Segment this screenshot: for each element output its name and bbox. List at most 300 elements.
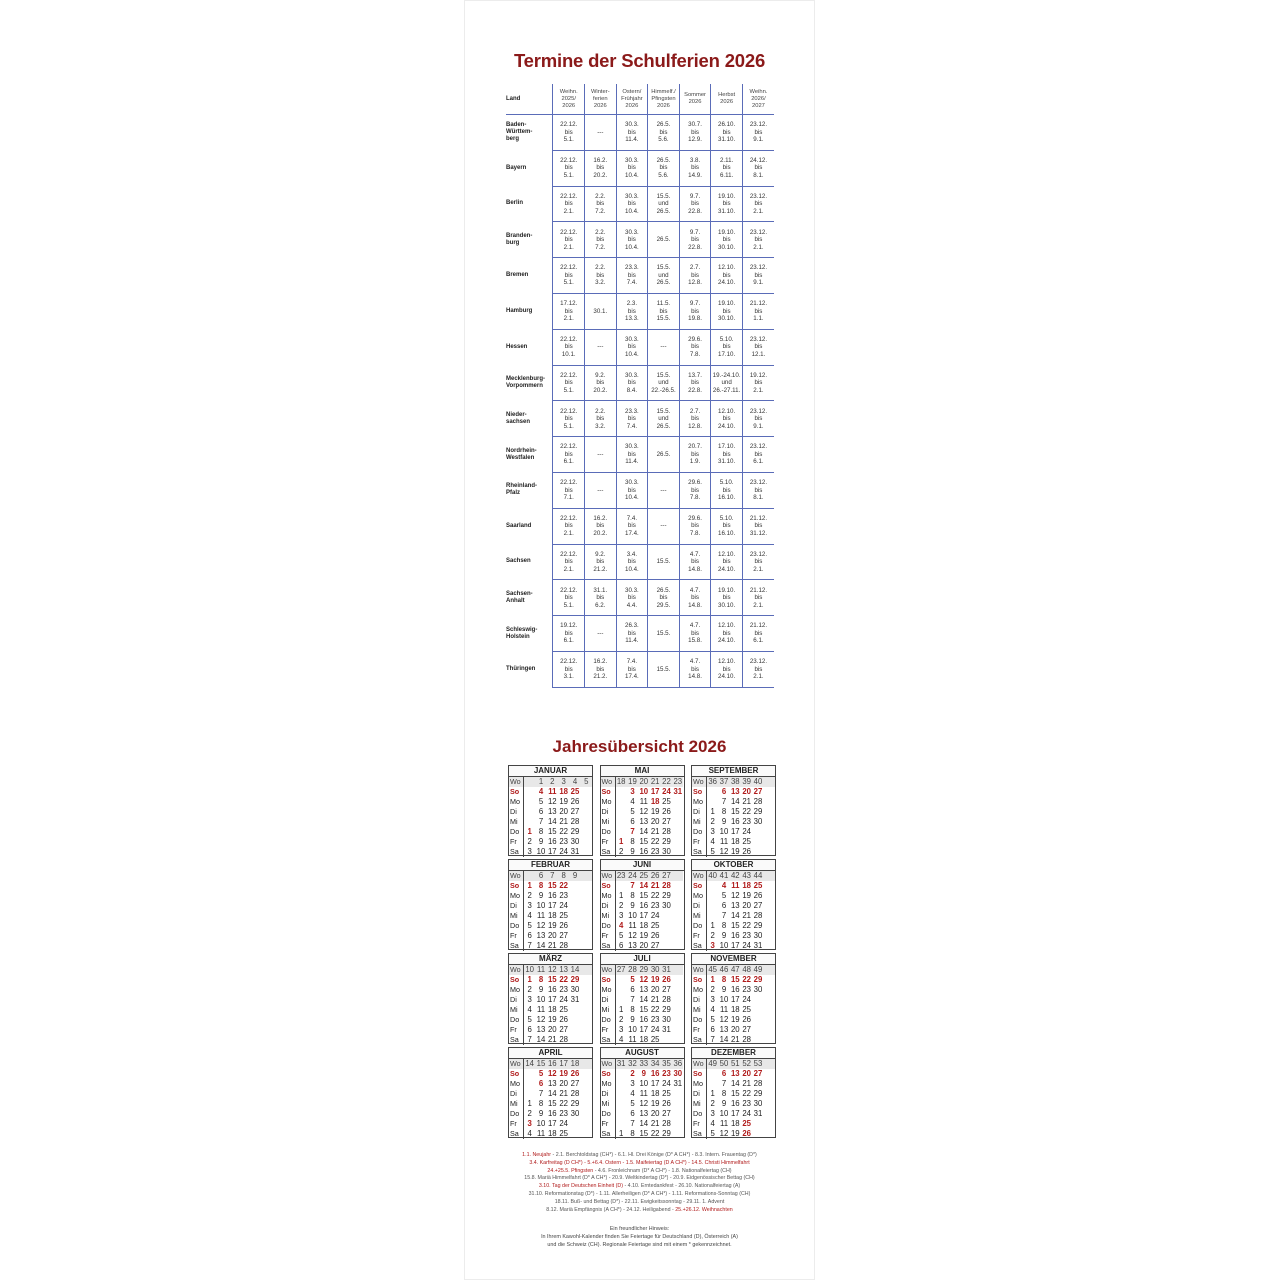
day-label: Di: [509, 901, 524, 911]
day-number: [616, 1079, 627, 1089]
day-label: Sa: [601, 847, 616, 857]
week-number: 36: [708, 777, 717, 786]
day-number: 19: [547, 1015, 557, 1024]
day-number: 22: [650, 1129, 660, 1138]
day-number: [764, 901, 775, 911]
footnote-segment: - 4.10. Erntedankfest - 26.10. Nationalfeiertag (A): [622, 1183, 741, 1190]
month-januar: [508, 765, 593, 856]
day-number: 26: [650, 931, 660, 940]
day-number: 25: [662, 797, 671, 806]
day-number: 8: [630, 1005, 635, 1014]
day-number: [672, 1119, 683, 1129]
day-number: 17: [547, 901, 557, 910]
month-name: JULI: [601, 954, 684, 965]
day-number: 27: [662, 817, 671, 826]
week-number: 42: [730, 871, 740, 880]
holiday-cell: 9.7. bis 19.8.: [679, 293, 711, 329]
day-number: 11: [639, 1089, 648, 1098]
day-number: 1: [527, 881, 532, 890]
day-number: 11: [639, 797, 648, 806]
holiday-cell: 31.1. bis 6.2.: [585, 580, 617, 616]
day-number: 11: [628, 921, 637, 930]
day-number: [581, 1099, 592, 1109]
day-number: 28: [753, 1079, 763, 1088]
day-number: 25: [559, 1129, 568, 1138]
week-number: [764, 871, 775, 881]
day-label: Wo: [601, 871, 616, 881]
day-number: 20: [639, 941, 649, 950]
holiday-cell: 15.5.: [648, 651, 680, 687]
holiday-cell: 9.2. bis 20.2.: [585, 365, 617, 401]
holiday-cell: 21.12. bis 6.1.: [742, 616, 774, 652]
day-number: 1: [710, 1089, 715, 1098]
week-number: 33: [639, 1059, 649, 1068]
holiday-cell: 22.12. bis 5.1.: [553, 150, 585, 186]
day-number: 26: [570, 797, 580, 806]
day-number: 27: [662, 985, 671, 994]
week-number: 1: [535, 777, 546, 787]
day-label: Di: [692, 807, 707, 817]
week-number: [524, 777, 535, 787]
holiday-cell: 5.10. bis 16.10.: [711, 508, 743, 544]
day-number: 23: [742, 985, 751, 994]
day-number: 31: [673, 787, 683, 796]
day-number: [581, 1109, 592, 1119]
day-number: 12: [547, 797, 557, 806]
day-number: 31: [753, 1109, 763, 1118]
day-label: Mi: [509, 1099, 524, 1109]
day-number: 26: [662, 807, 671, 816]
footnote-line: [484, 1191, 795, 1199]
footnote-segment: - 2.1. Berchtoldstag (CH*) - 6.1. Hl. Drei Könige (D* A CH*) - 8.3. Intern. Frauentag (D*): [551, 1152, 757, 1158]
day-number: 28: [662, 995, 671, 1004]
day-number: 26: [662, 975, 671, 984]
day-label: Wo: [509, 965, 524, 975]
month-oktober: [691, 859, 776, 950]
day-number: [581, 995, 592, 1005]
holiday-cell: 4.7. bis 14.8.: [679, 580, 711, 616]
day-number: [764, 847, 775, 857]
table-row: [506, 472, 774, 508]
day-number: 12: [628, 931, 637, 940]
week-number: 40: [753, 777, 763, 786]
holiday-cell: 15.5.: [648, 616, 680, 652]
day-number: 13: [730, 787, 740, 796]
holiday-cell: 30.3. bis 10.4.: [616, 472, 648, 508]
day-number: 12: [536, 1015, 546, 1024]
day-number: 20: [742, 901, 751, 910]
week-number: 18: [570, 1059, 580, 1068]
day-number: 7: [527, 1035, 532, 1044]
day-label: Wo: [692, 965, 707, 975]
holiday-cell: 22.12. bis 6.1.: [553, 437, 585, 473]
month-name: DEZEMBER: [692, 1048, 775, 1059]
day-number: [661, 941, 672, 951]
table-row: [506, 437, 774, 473]
day-number: [581, 1069, 592, 1079]
day-label: Wo: [601, 1059, 616, 1069]
hint-line: und die Schweiz (CH). Regionale Feiertage sind mit einem * gekennzeichnet.: [547, 1242, 732, 1248]
week-number: 14: [570, 965, 580, 974]
day-number: 27: [753, 901, 763, 910]
day-number: 20: [742, 1069, 751, 1078]
day-number: 25: [650, 1035, 660, 1044]
day-label: Di: [601, 901, 616, 911]
day-number: 13: [639, 1109, 649, 1118]
day-label: Mo: [692, 1079, 707, 1089]
holiday-cell: 26.10. bis 31.10.: [711, 115, 743, 151]
holiday-cell: 30.3. bis 10.4.: [616, 222, 648, 258]
week-number: 27: [662, 871, 671, 880]
day-number: 1: [618, 837, 624, 846]
day-number: [764, 1025, 775, 1035]
day-number: 31: [753, 941, 763, 950]
holiday-cell: 22.12. bis 5.1.: [553, 401, 585, 437]
day-number: 27: [570, 1079, 580, 1088]
day-label: Sa: [692, 1035, 707, 1045]
day-number: 18: [547, 911, 557, 920]
holiday-cell: 15.5. und 26.5.: [648, 258, 680, 294]
day-label: Fr: [509, 931, 524, 941]
week-number: [672, 965, 683, 975]
footnote-segment: - 4.6. Fronleichnam (D* A CH*) - 1.8. Nationalfeiertag (CH): [593, 1167, 732, 1174]
holiday-cell: 22.12. bis 10.1.: [553, 329, 585, 365]
state-name: Berlin: [506, 200, 524, 207]
day-number: 4: [710, 1005, 715, 1014]
day-label: Fr: [692, 837, 707, 847]
day-number: [581, 1005, 592, 1015]
day-number: 19: [730, 847, 740, 856]
day-number: 6: [527, 1025, 532, 1034]
week-number: 4: [569, 777, 580, 787]
day-number: 3: [618, 911, 624, 920]
day-number: 25: [570, 787, 580, 796]
month-row: [508, 1047, 776, 1141]
day-number: 16: [639, 901, 649, 910]
week-number: 24: [628, 871, 637, 880]
day-number: 22: [650, 891, 660, 900]
day-number: [764, 1079, 775, 1089]
day-number: [581, 787, 592, 797]
day-number: 19: [730, 1015, 740, 1024]
day-number: 30: [570, 985, 580, 994]
day-number: 21: [650, 881, 660, 890]
day-number: [581, 1079, 592, 1089]
day-number: 11: [719, 1005, 729, 1014]
column-header: Himmelf./ Pfingsten 2026: [648, 84, 680, 115]
day-number: 16: [730, 931, 740, 940]
holiday-cell: 23.12. bis 9.1.: [742, 115, 774, 151]
day-number: 10: [628, 1025, 637, 1034]
holiday-cell: 2.2. bis 3.2.: [585, 258, 617, 294]
day-number: 4: [630, 1089, 635, 1098]
day-number: 14: [730, 797, 740, 806]
day-number: 20: [742, 787, 751, 796]
day-number: 9: [630, 847, 635, 856]
holiday-cell: 23.12. bis 9.1.: [742, 258, 774, 294]
holiday-cell: 21.12. bis 2.1.: [742, 580, 774, 616]
day-number: 20: [650, 1109, 660, 1118]
week-number: 48: [742, 965, 751, 974]
day-number: 29: [753, 921, 763, 930]
day-number: [569, 1129, 580, 1139]
day-number: [569, 1035, 580, 1045]
footnote-segment: 1.1. Neujahr: [522, 1152, 552, 1158]
holiday-cell: ---: [585, 329, 617, 365]
day-number: 11: [731, 881, 740, 890]
week-number: 20: [639, 777, 649, 786]
month-name: OKTOBER: [692, 860, 775, 871]
week-number: [581, 1059, 592, 1069]
week-number: 10: [525, 965, 534, 974]
holiday-cell: 30.3. bis 11.4.: [616, 437, 648, 473]
day-number: [616, 881, 627, 891]
day-number: [707, 797, 718, 807]
day-number: 22: [559, 975, 568, 984]
day-number: 6: [538, 1079, 544, 1088]
table-row: [506, 258, 774, 294]
day-number: 6: [721, 787, 727, 796]
day-number: 2: [710, 931, 715, 940]
day-number: 1: [618, 891, 624, 900]
holiday-cell: 22.12. bis 2.1.: [553, 508, 585, 544]
day-number: [581, 921, 592, 931]
day-number: 21: [559, 817, 568, 826]
table-row: [506, 186, 774, 222]
footnote-line: [484, 1207, 795, 1215]
day-number: 7: [630, 881, 635, 890]
holiday-cell: 26.5. bis 5.6.: [648, 115, 680, 151]
day-number: 2: [710, 985, 715, 994]
day-number: 18: [559, 787, 568, 796]
day-number: 29: [662, 1129, 671, 1138]
day-number: [616, 1099, 627, 1109]
day-number: [764, 787, 775, 797]
day-number: 29: [570, 1099, 580, 1108]
day-number: [707, 891, 718, 901]
day-number: [672, 797, 683, 807]
holiday-cell: 30.3. bis 8.4.: [616, 365, 648, 401]
day-number: 20: [559, 1079, 568, 1088]
day-label: Mi: [692, 911, 707, 921]
day-number: 21: [742, 797, 751, 806]
day-label: So: [601, 1069, 616, 1079]
holiday-cell: 22.12. bis 5.1.: [553, 580, 585, 616]
table-row: [506, 616, 774, 652]
day-number: 9: [630, 901, 635, 910]
day-number: 9: [721, 931, 727, 940]
day-number: 31: [570, 847, 580, 856]
day-number: [672, 817, 683, 827]
holiday-cell: 4.7. bis 14.8.: [679, 544, 711, 580]
day-number: [764, 911, 775, 921]
day-number: 18: [742, 881, 751, 890]
holiday-cell: 12.10. bis 24.10.: [711, 651, 743, 687]
day-number: 6: [721, 901, 727, 910]
day-label: Mi: [692, 1005, 707, 1015]
table-row: [506, 401, 774, 437]
table-row: [506, 651, 774, 687]
day-number: 17: [650, 787, 660, 796]
day-number: 13: [628, 941, 637, 950]
day-number: 5: [710, 1129, 715, 1138]
day-number: 25: [662, 1089, 671, 1098]
month-august: [600, 1047, 685, 1138]
day-number: 4: [618, 1035, 624, 1044]
week-number: 36: [673, 1059, 683, 1068]
day-number: 4: [710, 1119, 715, 1128]
day-label: So: [692, 881, 707, 891]
day-number: [764, 837, 775, 847]
day-label: Fr: [601, 931, 616, 941]
day-number: 14: [536, 941, 546, 950]
day-number: [764, 1015, 775, 1025]
day-number: 14: [536, 1035, 546, 1044]
state-name: Nieder- sachsen: [506, 411, 531, 425]
day-number: 16: [650, 1069, 660, 1078]
day-number: 1: [527, 1099, 532, 1108]
day-number: 11: [719, 1119, 729, 1128]
state-name: Bremen: [506, 272, 529, 279]
table-row: [506, 115, 774, 151]
day-number: 30: [662, 847, 671, 856]
month-juni: [600, 859, 685, 950]
day-number: 28: [559, 941, 568, 950]
holiday-cell: 15.5. und 26.5.: [648, 186, 680, 222]
day-number: 14: [639, 881, 649, 890]
day-number: [764, 1005, 775, 1015]
day-number: 21: [547, 941, 557, 950]
day-number: [764, 1035, 775, 1045]
day-number: [616, 817, 627, 827]
day-number: 26: [742, 847, 751, 856]
day-number: 29: [753, 975, 763, 984]
day-label: So: [692, 1069, 707, 1079]
day-number: 7: [538, 817, 544, 826]
day-label: Fr: [509, 1025, 524, 1035]
month-row: [508, 765, 776, 859]
day-number: [581, 911, 592, 921]
day-label: So: [692, 787, 707, 797]
holiday-cell: 9.7. bis 22.8.: [679, 186, 711, 222]
day-label: Mo: [601, 891, 616, 901]
day-number: 13: [730, 1069, 740, 1078]
day-number: 5: [630, 1099, 635, 1108]
day-number: 2: [527, 1109, 532, 1118]
week-number: 9: [569, 871, 580, 881]
holiday-cell: 23.12. bis 2.1.: [742, 651, 774, 687]
day-number: [581, 1025, 592, 1035]
day-number: 21: [650, 995, 660, 1004]
day-number: [524, 807, 535, 817]
day-number: [581, 985, 592, 995]
day-label: Di: [601, 1089, 616, 1099]
day-number: 21: [742, 911, 751, 920]
day-number: 12: [719, 1129, 729, 1138]
footnote-segment: 24.+25.5. Pfingsten: [547, 1167, 594, 1174]
week-number: 32: [628, 1059, 637, 1068]
holiday-cell: 13.7. bis 22.8.: [679, 365, 711, 401]
month-juli: [600, 953, 685, 1044]
day-number: 10: [628, 911, 637, 920]
day-label: Mo: [692, 797, 707, 807]
holiday-cell: 12.10. bis 24.10.: [711, 544, 743, 580]
month-februar: [508, 859, 593, 950]
holiday-cell: 23.12. bis 9.1.: [742, 401, 774, 437]
state-name: Rheinland- Pfalz: [506, 483, 537, 497]
table-header-row: [506, 84, 774, 115]
state-name: Nordrhein- Westfalen: [506, 447, 537, 461]
column-header: Herbst 2026: [711, 84, 743, 115]
day-label: Wo: [692, 871, 707, 881]
week-number: 28: [628, 965, 637, 974]
holiday-cell: 19.12. bis 6.1.: [553, 616, 585, 652]
table-row: [506, 329, 774, 365]
holiday-cell: 30.3. bis 10.4.: [616, 186, 648, 222]
day-number: [661, 931, 672, 941]
day-number: 4: [527, 911, 532, 920]
day-number: 30: [662, 901, 671, 910]
holiday-cell: 2.11. bis 6.11.: [711, 150, 743, 186]
day-number: 8: [630, 837, 635, 846]
day-number: [764, 985, 775, 995]
day-number: 29: [662, 891, 671, 900]
day-number: 24: [650, 1025, 660, 1034]
day-number: [524, 1079, 535, 1089]
day-number: 4: [527, 1129, 532, 1138]
day-label: Mo: [509, 891, 524, 901]
day-number: [752, 847, 763, 857]
day-number: 10: [719, 1109, 729, 1118]
day-number: 24: [559, 847, 568, 856]
day-number: 15: [639, 837, 649, 846]
day-number: [524, 1089, 535, 1099]
state-name: Hessen: [506, 343, 528, 350]
footnote-line: [484, 1160, 795, 1168]
day-number: 13: [639, 985, 649, 994]
day-number: 1: [527, 827, 532, 836]
day-number: 23: [662, 1069, 671, 1078]
day-number: [569, 941, 580, 951]
day-label: Mo: [509, 985, 524, 995]
hint-line: In Ihrem Kawohl-Kalender finden Sie Feiertage für Deutschland (D), Österreich (A): [541, 1234, 738, 1240]
day-label: Do: [601, 1015, 616, 1025]
day-number: [764, 827, 775, 837]
day-number: 7: [630, 1119, 635, 1128]
week-number: 3: [558, 777, 569, 787]
day-number: 22: [742, 807, 751, 816]
day-number: 12: [730, 891, 740, 900]
day-number: [581, 1089, 592, 1099]
day-number: 15: [730, 975, 740, 984]
day-number: 19: [650, 1099, 660, 1108]
day-number: 30: [662, 1015, 671, 1024]
day-number: [752, 1035, 763, 1045]
day-number: [672, 1005, 683, 1015]
day-number: 23: [650, 901, 660, 910]
holiday-cell: 19.-24.10. und 26.-27.11.: [711, 365, 743, 401]
day-number: [581, 827, 592, 837]
week-number: 2: [547, 777, 558, 787]
holiday-cell: 2.7. bis 12.8.: [679, 401, 711, 437]
day-number: 25: [742, 1119, 751, 1128]
week-number: 37: [719, 777, 729, 786]
day-number: 6: [527, 931, 532, 940]
day-number: 7: [721, 1079, 727, 1088]
week-number: 46: [719, 965, 729, 974]
year-overview-title: Jahresübersicht 2026: [552, 737, 727, 756]
day-number: 27: [742, 1025, 751, 1034]
